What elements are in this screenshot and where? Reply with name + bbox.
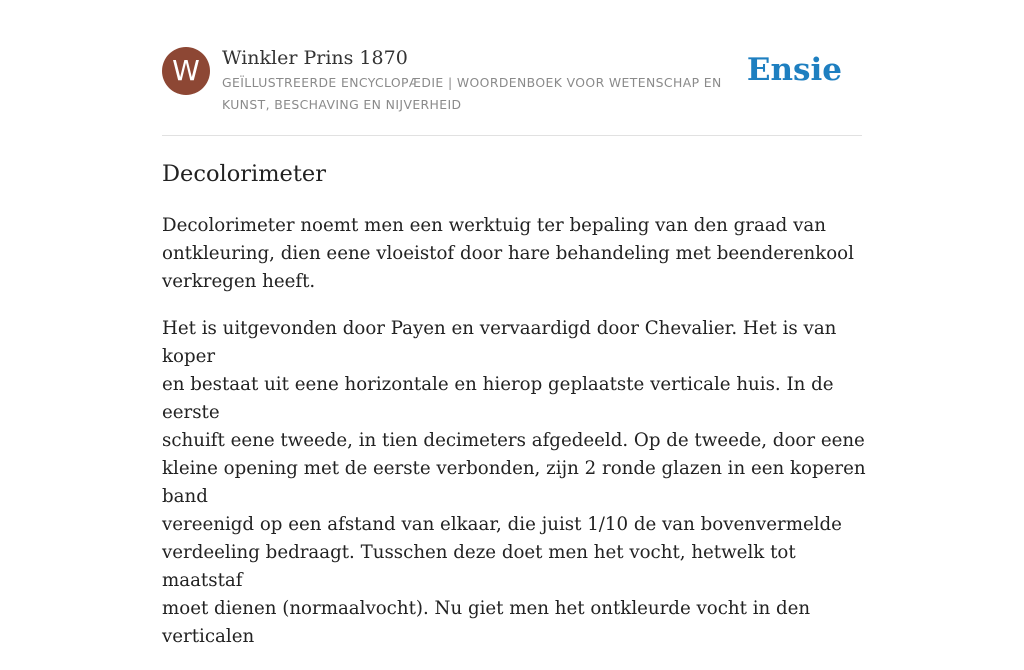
entry-paragraph-2: Het is uitgevonden door Payen en vervaardigd door Chevalier. Het is van koper en bestaat uit eene horizontale en hierop geplaatste verticale huis. In de eerste schuift eene tweede, in tien decimeters afgedeeld. Op de tweede, door eene kleine opening met de eerste verbonden, zijn 2 ronde glazen in een koperen band vereenigd op een afstand van elkaar, die juist 1/10 de van bovenvermelde verdeeling bedraagt. Tusschen deze doet men het vocht, hetwelk tot maatstaf moet dienen (normaalvocht). Nu giet men het ontkleurde vocht in den verticalen	[162, 318, 866, 647]
ensie-logo[interactable]: Ensie	[746, 52, 842, 88]
source-subtitle: GEÏLLUSTREERDE ENCYCLOPÆDIE | WOORDENBOEK VOOR WETENSCHAP EN KUNST, BESCHAVING EN NIJVERHEID	[222, 75, 722, 112]
source-header	[162, 46, 862, 116]
source-title[interactable]: Winkler Prins 1870	[222, 47, 408, 69]
entry-title: Decolorimeter	[162, 161, 326, 187]
entry-body	[162, 212, 867, 670]
entry-paragraph-1: Decolorimeter noemt men een werktuig ter bepaling van den graad van ontkleuring, dien eene vloeistof door hare behandeling met beenderenkool verkregen heeft.	[162, 215, 854, 292]
header-divider	[162, 135, 862, 136]
source-avatar[interactable]: W	[162, 47, 210, 95]
